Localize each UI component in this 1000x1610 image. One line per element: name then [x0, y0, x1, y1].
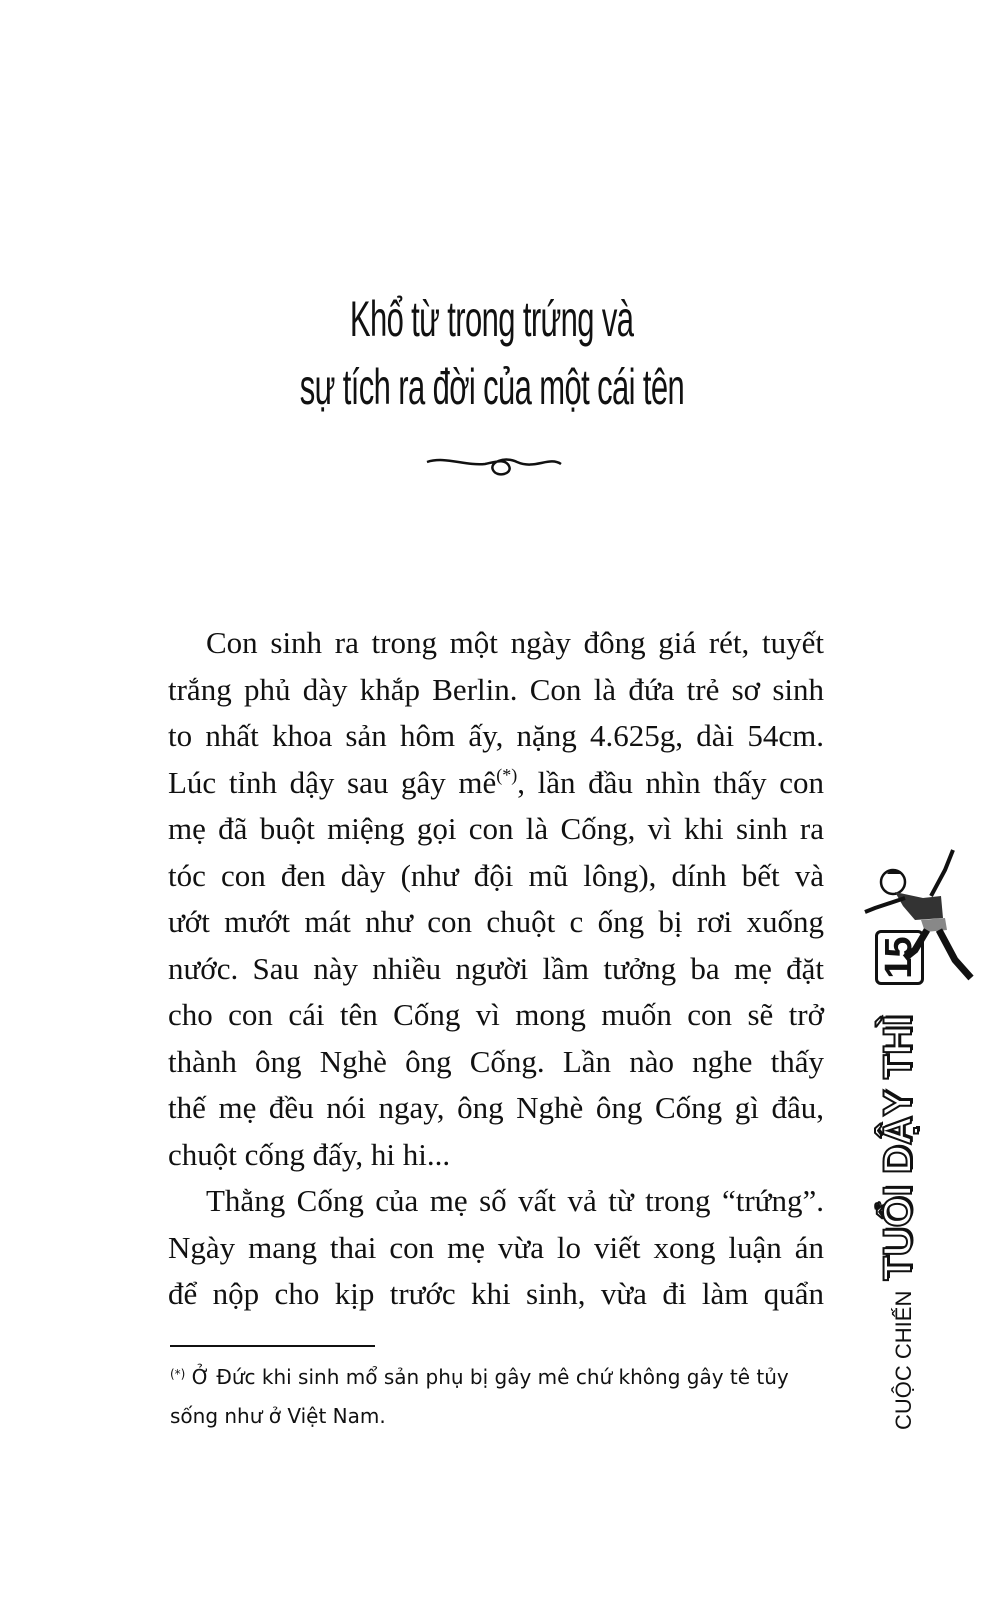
footnote-line: (*) Ở Đức khi sinh mổ sản phụ bị gây mê chứ không gây tê tủy: [170, 1365, 789, 1389]
body-line: ướt mướt mát như con chuột c ống bị rơi xuống: [168, 904, 824, 939]
body-line: thành ông Nghè ông Cống. Lần nào nghe thấy: [168, 1043, 824, 1079]
book-series-title: CUỘC CHIẾN TUỔI DẬY THÌ 15: [875, 930, 924, 1430]
body-line: để nộp cho kịp trước khi sinh, vừa đi làm quẩn: [168, 1276, 824, 1311]
body-line: Con sinh ra trong một ngày đông giá rét, tuyết: [206, 625, 824, 660]
body-line: Ngày mang thai con mẹ vừa lo viết xong luận án: [168, 1229, 824, 1265]
body-line: tóc con đen dày (như đội mũ lông), dính bết và: [168, 857, 824, 893]
footnote-line: sống như ở Việt Nam.: [170, 1404, 386, 1428]
body-line: mẹ đã buột miệng gọi con là Cống, vì khi sinh ra: [168, 811, 824, 846]
body-line: cho con cái tên Cống vì mong muốn con sẽ trở: [168, 997, 824, 1032]
body-text: [168, 620, 824, 1318]
body-line: to nhất khoa sản hôm ấy, nặng 4.625g, dài 54cm.: [168, 718, 824, 753]
body-line: Lúc tỉnh dậy sau gây mê(*), lần đầu nhìn thấy con: [168, 764, 824, 800]
ornament-flourish-icon: [425, 448, 565, 484]
body-line: chuột cống đấy, hi hi...: [168, 1136, 451, 1172]
body-line: trắng phủ dày khắp Berlin. Con là đứa trẻ sơ sinh: [168, 671, 824, 707]
page-number: 15: [875, 930, 924, 984]
chapter-title-line-2: sự tích ra đời của một cái tên: [299, 359, 685, 415]
body-line: Thằng Cống của mẹ số vất vả từ trong “trứng”.: [206, 1183, 824, 1218]
body-line: nước. Sau này nhiều người lầm tưởng ba mẹ đặt: [168, 950, 824, 986]
footnote-ref[interactable]: (*): [496, 764, 518, 785]
chapter-title-line-1: Khổ từ trong trứng và: [350, 291, 634, 347]
body-line: thế mẹ đều nói ngay, ông Nghè ông Cống gì đâu,: [168, 1090, 824, 1125]
footnote-divider: [170, 1345, 375, 1347]
